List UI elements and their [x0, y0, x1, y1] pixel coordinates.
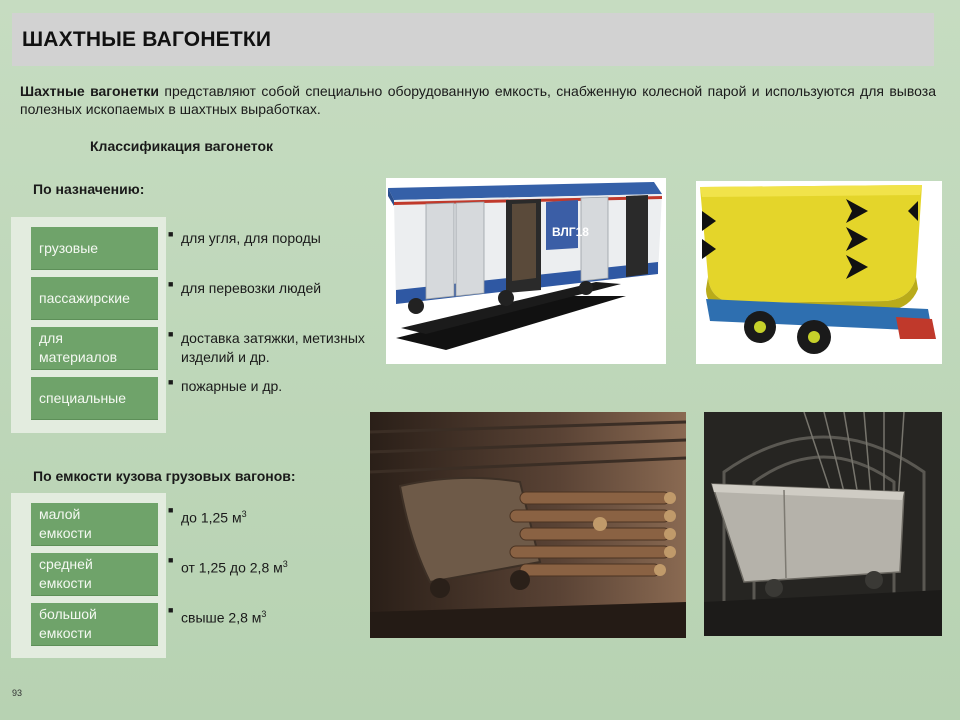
category-small-capacity: малой емкости — [31, 503, 158, 546]
bullet-special: ■ пожарные и др. — [168, 377, 283, 394]
title-bar — [12, 13, 934, 66]
bullet-medium-capacity: ■ от 1,25 до 2,8 $м^3$ — [168, 555, 288, 576]
category-special: специальные — [31, 377, 158, 420]
category-materials: для материалов — [31, 327, 158, 370]
bullet-small-capacity: ■ до 1,25 $м^3$ — [168, 505, 247, 526]
intro-text: представляют собой специально оборудованную емкость, снабженную колесной парой и используются для вывоза полезных ископаемых в шахтных выработках. — [20, 83, 936, 117]
by-purpose-heading: По назначению: — [33, 181, 145, 197]
category-cargo: грузовые — [31, 227, 158, 270]
page-title: ШАХТНЫЕ ВАГОНЕТКИ — [22, 27, 272, 51]
bullet-large-capacity: ■ свыше 2,8 $м^3$ — [168, 605, 267, 626]
category-medium-capacity: средней емкости — [31, 553, 158, 596]
mine-tunnel-car-with-pipes-photo — [370, 412, 686, 638]
car-label: ВЛГ18 — [552, 225, 589, 239]
by-capacity-heading: По емкости кузова грузовых вагонов: — [33, 468, 296, 484]
intro-term: Шахтные вагонетки — [20, 83, 160, 99]
page-number: 93 — [12, 688, 23, 698]
intro-paragraph — [20, 82, 936, 118]
bullet-cargo: ■ для угля, для породы — [168, 229, 321, 246]
classification-heading: Классификация вагонеток — [90, 138, 274, 154]
category-passenger: пассажирские — [31, 277, 158, 320]
bullet-materials: ■ доставка затяжки, метизных изделий и др. — [168, 329, 365, 365]
yellow-cargo-car-photo — [696, 181, 942, 364]
passenger-car-photo — [386, 178, 666, 364]
mine-tunnel-cars-photo — [704, 412, 942, 636]
bullet-passenger: ■ для перевозки людей — [168, 279, 322, 296]
category-large-capacity: большой емкости — [31, 603, 158, 646]
